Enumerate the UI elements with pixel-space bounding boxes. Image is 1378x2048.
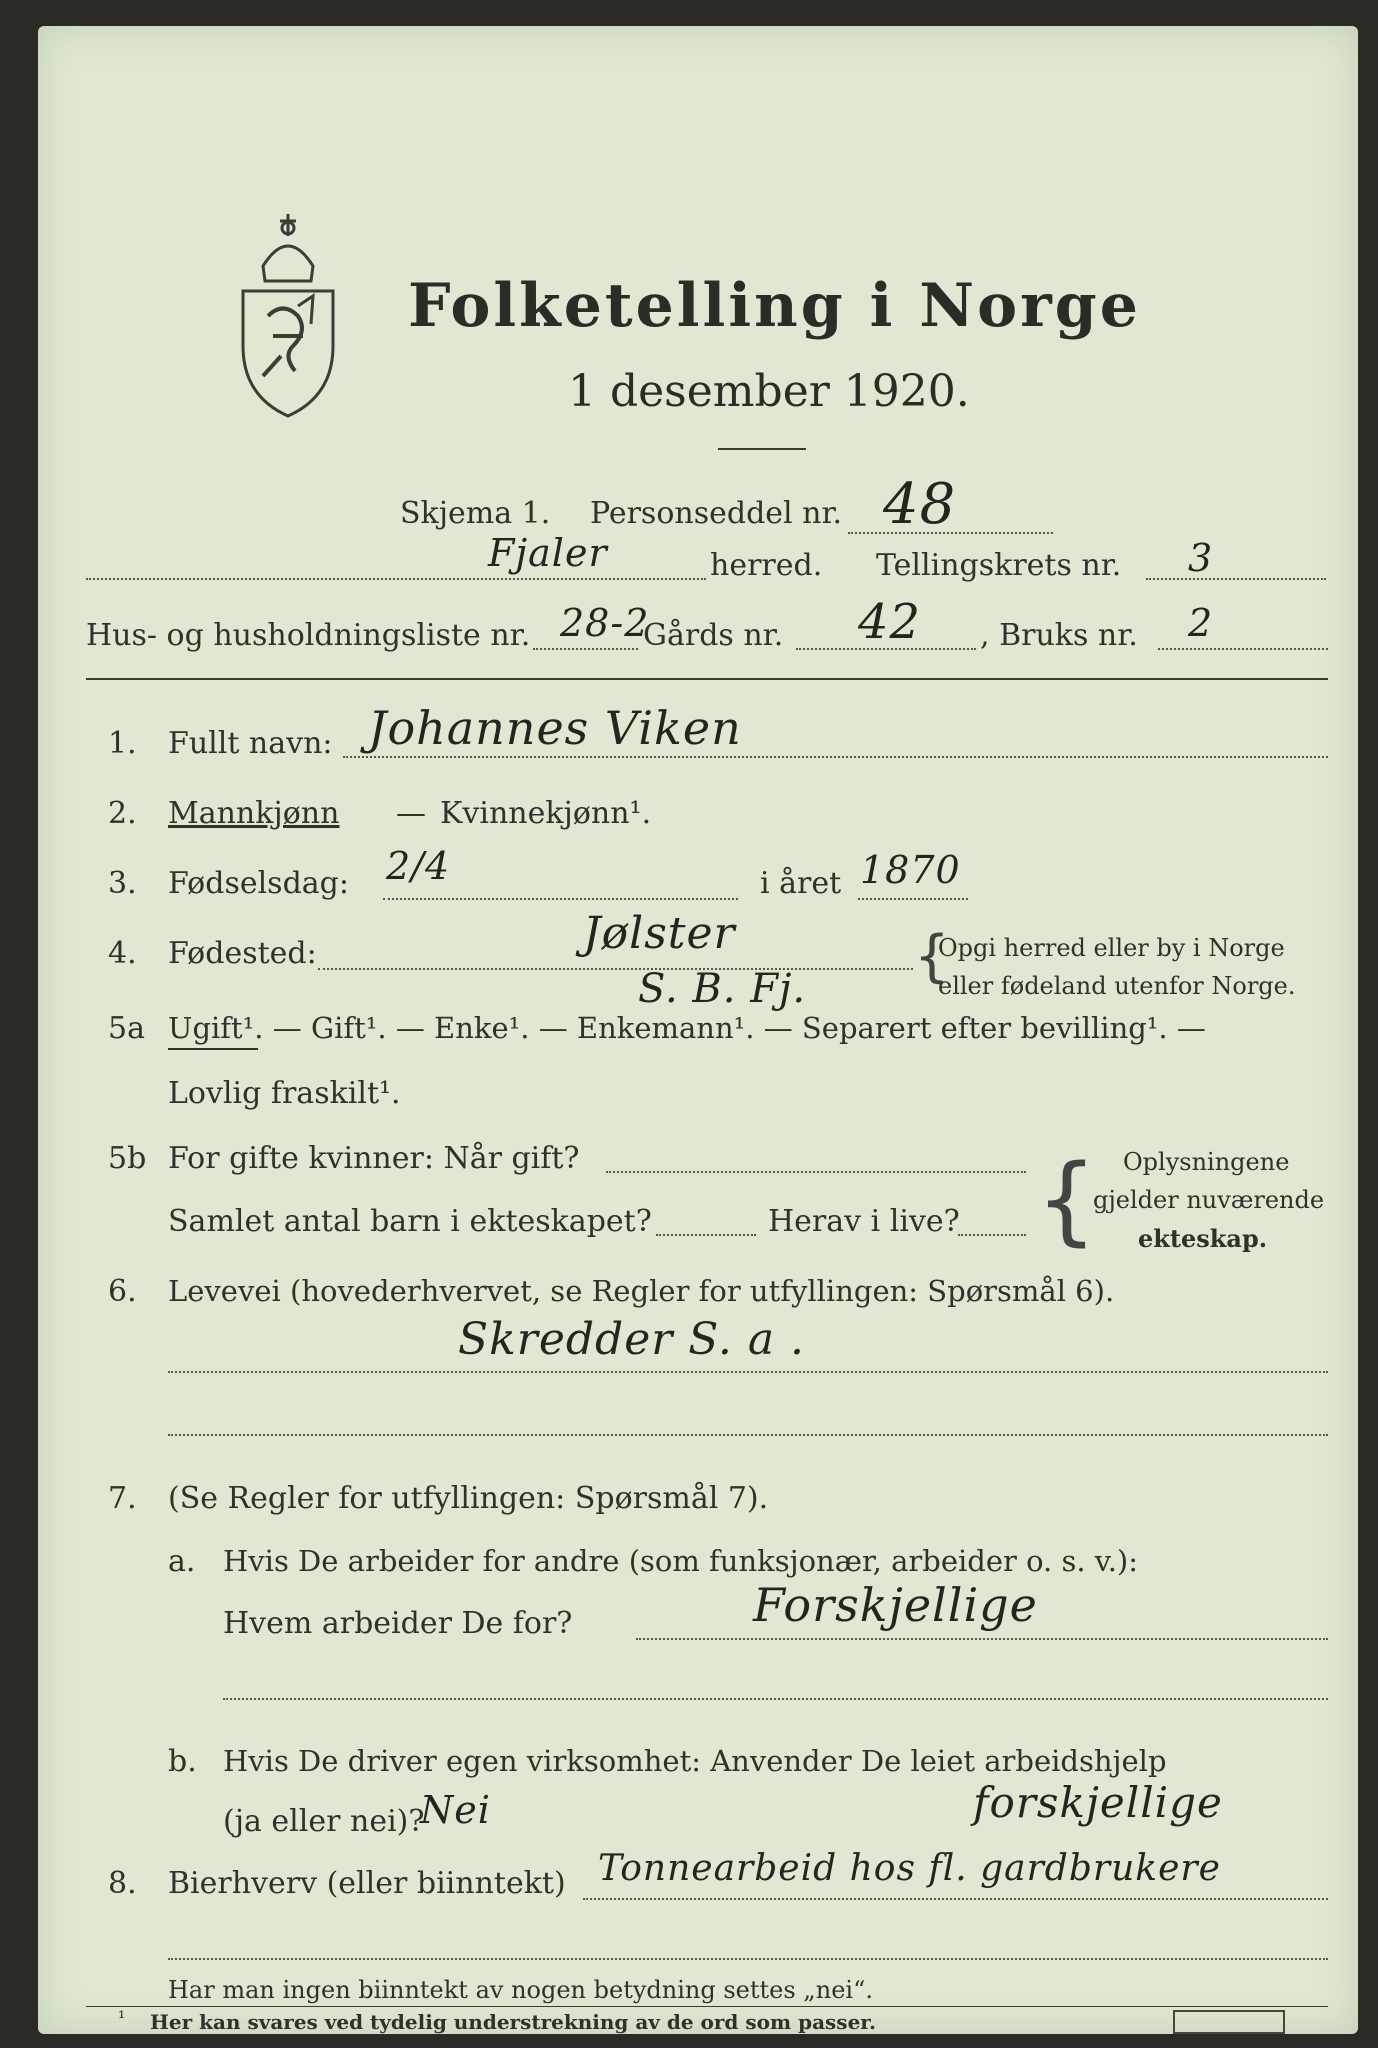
personseddel-label: Personseddel nr. <box>590 496 843 531</box>
census-date: 1 desember 1920. <box>568 366 970 417</box>
birthplace-note-2: eller fødeland utenfor Norge. <box>938 972 1296 1000</box>
when-married-line <box>606 1171 1026 1173</box>
birthplace-value: Jølster <box>583 908 736 959</box>
q5b-note-3: ekteskap. <box>1138 1224 1268 1253</box>
q6-number: 6. <box>108 1274 137 1309</box>
q7a-line2: Hvem arbeider De for? <box>223 1606 573 1641</box>
herred-line <box>86 578 706 580</box>
footer-divider <box>86 2006 1328 2007</box>
employer-line <box>636 1638 1328 1640</box>
birthplace-extra: S. B. Fj. <box>638 966 807 1012</box>
birthplace-brace: { <box>914 924 950 989</box>
printer-stamp <box>1173 2010 1285 2034</box>
q5b-note-2: gjelder nuværende <box>1093 1186 1325 1214</box>
children-line <box>656 1234 756 1236</box>
q1-line <box>343 756 1328 758</box>
skjema-label: Skjema 1. <box>400 496 551 531</box>
gender-male: Mannkjønn <box>168 796 340 831</box>
employer-line-2 <box>223 1698 1328 1700</box>
tellingskrets-line <box>1146 578 1326 580</box>
q8-number: 8. <box>108 1866 137 1901</box>
q7a-line1: Hvis De arbeider for andre (som funksjonær, arbeider o. s. v.): <box>223 1544 1139 1578</box>
birthday-line <box>383 898 738 900</box>
side-income-line <box>583 1898 1328 1900</box>
occupation-line-1 <box>168 1371 1328 1373</box>
q1-label: Fullt navn: <box>168 726 333 761</box>
q4-number: 4. <box>108 936 137 971</box>
footnote-text: Her kan svares ved tydelig understrekning av de ord som passer. <box>150 2010 876 2034</box>
side-income-line-2 <box>168 1958 1328 1960</box>
birthplace-line <box>318 968 913 970</box>
herred-label: herred. <box>710 548 823 583</box>
birth-year-value: 1870 <box>860 848 961 892</box>
form-title: Folketelling i Norge <box>408 271 1141 341</box>
q7b-letter: b. <box>168 1744 197 1779</box>
q1-number: 1. <box>108 726 137 761</box>
herred-value: Fjaler <box>488 531 608 575</box>
alive-line <box>958 1234 1026 1236</box>
q5b-alive: Herav i live? <box>768 1204 960 1239</box>
q5b-brace: { <box>1036 1144 1098 1256</box>
footer-note: Har man ingen biinntekt av nogen betydning settes „nei“. <box>168 1976 873 2004</box>
tellingskrets-label: Tellingskrets nr. <box>876 548 1122 583</box>
q5b-note-1: Oplysningene <box>1123 1148 1290 1176</box>
q5b-when-married: For gifte kvinner: Når gift? <box>168 1141 580 1176</box>
q7a-letter: a. <box>168 1544 196 1579</box>
occupation-value: Skredder S. a . <box>458 1314 806 1365</box>
gards-value: 42 <box>858 594 922 650</box>
q5b-children: Samlet antal barn i ekteskapet? <box>168 1204 652 1239</box>
q5b-number: 5b <box>108 1141 147 1176</box>
birthplace-note-1: Opgi herred eller by i Norge <box>938 934 1285 962</box>
husholdning-value: 28-2 <box>560 601 650 645</box>
birthday-value: 2/4 <box>386 844 451 888</box>
occupation-line-2 <box>168 1434 1328 1436</box>
husholdning-label: Hus- og husholdningsliste nr. <box>86 618 531 653</box>
bruks-line <box>1158 648 1328 650</box>
marital-options-2: Lovlig fraskilt¹. <box>168 1076 401 1111</box>
gender-separator: — <box>396 796 426 831</box>
year-label: i året <box>760 866 842 901</box>
q2-number: 2. <box>108 796 137 831</box>
header-divider <box>86 678 1328 680</box>
hired-help-value: Nei <box>420 1788 491 1832</box>
gender-female: Kvinnekjønn¹. <box>440 796 652 831</box>
gards-label: Gårds nr. <box>643 618 784 653</box>
employer-value: Forskjellige <box>753 1578 1038 1632</box>
hired-help-extra: forskjellige <box>973 1778 1223 1827</box>
personseddel-value: 48 <box>883 472 957 537</box>
full-name-value: Johannes Viken <box>368 701 742 755</box>
q7b-line1: Hvis De driver egen virksomhet: Anvender De leiet arbeidshjelp <box>223 1744 1167 1778</box>
q7b-line2: (ja eller nei)? <box>223 1804 425 1839</box>
q5a-number: 5a <box>108 1011 145 1046</box>
title-divider <box>718 448 806 450</box>
side-income-value: Tonnearbeid hos fl. gardbrukere <box>598 1848 1221 1889</box>
q8-label: Bierhverv (eller biinntekt) <box>168 1866 566 1901</box>
bruks-value: 2 <box>1188 601 1214 645</box>
census-form <box>38 26 1358 2034</box>
ugift-underline <box>168 1048 258 1050</box>
norwegian-coat-of-arms-icon <box>233 206 343 425</box>
marital-options: Ugift¹. — Gift¹. — Enke¹. — Enkemann¹. — Separert efter bevilling¹. — <box>168 1011 1206 1045</box>
tellingskrets-value: 3 <box>1188 536 1214 580</box>
q7-number: 7. <box>108 1481 137 1516</box>
q3-number: 3. <box>108 866 137 901</box>
year-line <box>858 898 968 900</box>
husholdning-line <box>533 648 638 650</box>
footnote-mark: ¹ <box>118 2008 126 2029</box>
q3-label: Fødselsdag: <box>168 866 349 901</box>
bruks-label: , Bruks nr. <box>980 618 1138 653</box>
q7-label: (Se Regler for utfyllingen: Spørsmål 7). <box>168 1481 769 1516</box>
q6-label: Levevei (hovederhvervet, se Regler for utfyllingen: Spørsmål 6). <box>168 1274 1115 1308</box>
q4-label: Fødested: <box>168 936 317 971</box>
